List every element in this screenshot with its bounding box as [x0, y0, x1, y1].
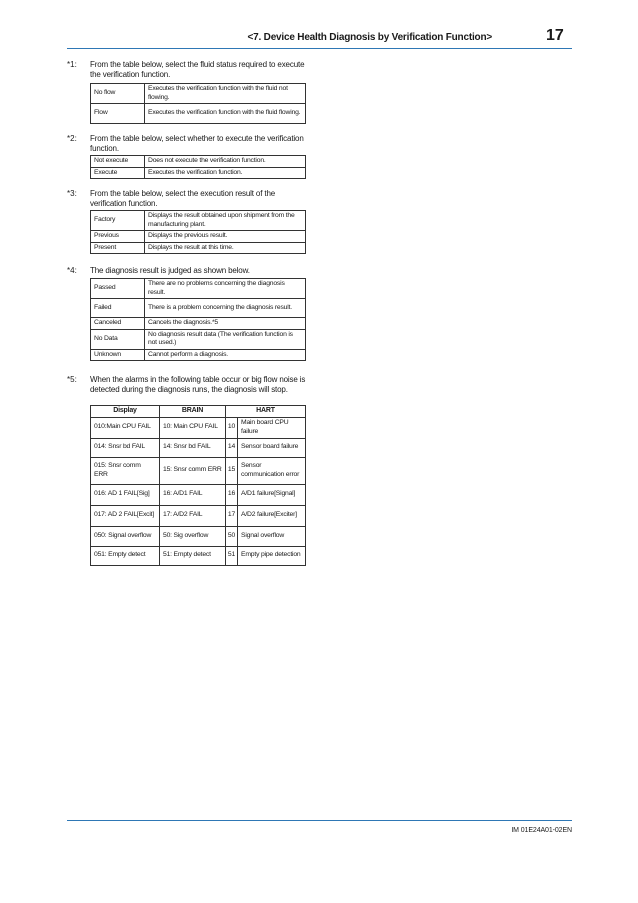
table-row [91, 84, 306, 104]
table-cell: Flow [91, 104, 145, 124]
note-number: *4: [67, 266, 77, 275]
table-cell: 051: Empty detect [91, 546, 160, 565]
note-text: From the table below, select the execution result of the verification function. [90, 189, 276, 208]
table-cell: No diagnosis result data (The verification function is not used.) [145, 329, 306, 349]
table-cell: A/D1 failure[Signal] [238, 484, 306, 505]
table-row [91, 167, 306, 179]
table-cell: Displays the result obtained upon shipment from the manufacturing plant. [145, 211, 306, 231]
note-number: *1: [67, 60, 77, 69]
table-cell: 17: A/D2 FAIL [160, 505, 226, 526]
table-row [91, 231, 306, 243]
note-text: From the table below, select the fluid status required to execute the verification function. [90, 60, 305, 79]
column-header: BRAIN [160, 406, 226, 418]
note-number: *2: [67, 134, 77, 143]
table-cell: Displays the result at this time. [145, 242, 306, 254]
table-cell: Cancels the diagnosis.*5 [145, 318, 306, 330]
table-cell: Canceled [91, 318, 145, 330]
note-number: *5: [67, 375, 77, 384]
table-cell: 10: Main CPU FAIL [160, 417, 226, 438]
diagnosis-result-table [90, 278, 306, 361]
note-number: *3: [67, 189, 77, 198]
table-cell: 14 [226, 438, 238, 457]
table-row [91, 104, 306, 124]
execute-table [90, 155, 306, 179]
table-cell: Cannot perform a diagnosis. [145, 349, 306, 361]
table-cell: Sensor communication error [238, 457, 306, 484]
table-row [91, 242, 306, 254]
table-row [91, 279, 306, 299]
table-cell: 014: Snsr bd FAIL [91, 438, 160, 457]
table-cell: 017: AD 2 FAIL[Excit] [91, 505, 160, 526]
note-text: From the table below, select whether to execute the verification function. [90, 134, 304, 153]
table-cell: 15: Snsr comm ERR [160, 457, 226, 484]
table-row [91, 156, 306, 168]
table-row [91, 546, 306, 565]
document-id: IM 01E24A01-02EN [511, 827, 572, 834]
table-cell: Displays the previous result. [145, 231, 306, 243]
table-cell: Sensor board failure [238, 438, 306, 457]
table-cell: 15 [226, 457, 238, 484]
table-cell: 50: Sig overflow [160, 526, 226, 546]
table-cell: 16: A/D1 FAIL [160, 484, 226, 505]
table-cell: Present [91, 242, 145, 254]
table-cell: Does not execute the verification function. [145, 156, 306, 168]
table-row [91, 318, 306, 330]
table-cell: Empty pipe detection [238, 546, 306, 565]
table-cell: Executes the verification function with the fluid not flowing. [145, 84, 306, 104]
table-row [91, 349, 306, 361]
table-cell: Failed [91, 299, 145, 318]
header-divider [67, 48, 572, 49]
table-cell: Executes the verification function with the fluid flowing. [145, 104, 306, 124]
table-row [91, 484, 306, 505]
table-row [91, 299, 306, 318]
table-cell: 50 [226, 526, 238, 546]
alarm-table [90, 405, 306, 566]
result-source-table [90, 210, 306, 254]
page-header-title: <7. Device Health Diagnosis by Verification Function> [247, 32, 492, 43]
table-cell: 050: Signal overflow [91, 526, 160, 546]
table-cell: 16 [226, 484, 238, 505]
fluid-status-table [90, 83, 306, 124]
table-cell: No flow [91, 84, 145, 104]
table-cell: There is a problem concerning the diagnosis result. [145, 299, 306, 318]
table-header-row [91, 406, 306, 418]
table-cell: 51 [226, 546, 238, 565]
page-number: 17 [546, 27, 564, 44]
table-cell: Execute [91, 167, 145, 179]
table-row [91, 438, 306, 457]
table-row [91, 329, 306, 349]
table-cell: Unknown [91, 349, 145, 361]
table-cell: Not execute [91, 156, 145, 168]
column-header: HART [226, 406, 306, 418]
table-cell: 14: Snsr bd FAIL [160, 438, 226, 457]
table-row [91, 505, 306, 526]
table-cell: Signal overflow [238, 526, 306, 546]
table-cell: Factory [91, 211, 145, 231]
table-cell: A/D2 failure[Exciter] [238, 505, 306, 526]
table-cell: 17 [226, 505, 238, 526]
table-cell: Executes the verification function. [145, 167, 306, 179]
table-cell: 016: AD 1 FAIL[Sig] [91, 484, 160, 505]
table-row [91, 526, 306, 546]
table-cell: No Data [91, 329, 145, 349]
table-row [91, 457, 306, 484]
table-cell: Main board CPU failure [238, 417, 306, 438]
table-cell: 10 [226, 417, 238, 438]
table-cell: There are no problems concerning the diagnosis result. [145, 279, 306, 299]
note-text: The diagnosis result is judged as shown below. [90, 266, 250, 275]
table-row [91, 211, 306, 231]
table-cell: Passed [91, 279, 145, 299]
table-cell: Previous [91, 231, 145, 243]
note-text: When the alarms in the following table occur or big flow noise is detected during the diagnosis runs, the diagnosis will stop. [90, 375, 306, 394]
table-cell: 015: Snsr comm ERR [91, 457, 160, 484]
column-header: Display [91, 406, 160, 418]
footer-divider [67, 820, 572, 821]
table-row [91, 417, 306, 438]
table-cell: 51: Empty detect [160, 546, 226, 565]
table-cell: 010:Main CPU FAIL [91, 417, 160, 438]
